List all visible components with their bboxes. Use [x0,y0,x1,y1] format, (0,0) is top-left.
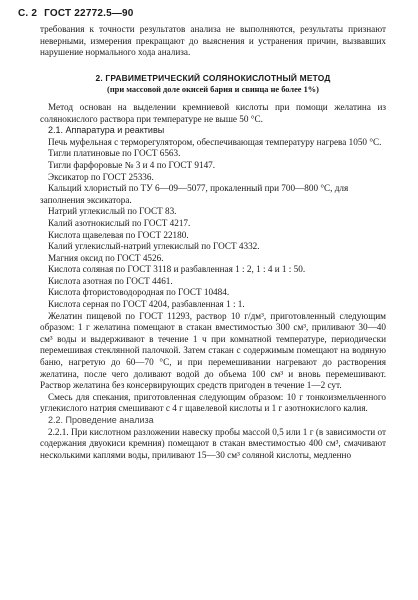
reagent-item: Кислота фтористоводородная по ГОСТ 10484. [48,287,230,298]
reagent-item: Калий азотнокислый по ГОСТ 4217. [48,217,191,228]
subsection-2-title: 2.2. Проведение анализа [48,415,154,425]
mixture-paragraph: Смесь для спекания, приготовленная следующим образом: 10 г тонкоизмельченного углекислого натрия смешивают с 4 г щавелевой кислоты и 1 г азотнокислого калия. [40,391,386,414]
page-header [18,8,134,19]
reagent-item: Кислота серная по ГОСТ 4204, разбавленная 1 : 1. [48,299,245,310]
method-paragraph: Метод основан на выделении кремниевой кислоты при помощи желатина из солянокислого раствора при температуре не выше 50 °С. [40,101,386,124]
reagent-item: Кислота щавелевая по ГОСТ 22180. [48,229,189,240]
section-subtitle: (при массовой доле окисей бария и свинца не более 1%) [107,85,319,95]
page-number: С. 2 [18,8,38,19]
intro-paragraph: требования к точности результатов анализа не выполняются, результаты признают неверными, измерения прекращают до выяснения и устранения причин, вызвавших нарушение нормального хода анализа. [40,24,386,58]
gelatin-paragraph: Желатин пищевой по ГОСТ 11293, раствор 10 г/дм³, приготовленный следующим образом: 1 г желатина помещают в стакан вместимостью 300 см³, приливают 30—40 см³ воды и выдерживают в течение 1 ч при комнатной температуре, периодически перемешивая стеклянной палочкой. Затем стакан с содержимым помещают на водяную баню, нагретую до 60—70 °С, и при перемешивании нагревают до растворения желатина, после чего доливают водой до объема 100 см³ и вновь перемешивают. Раствор желатина без консервирующих средств пригоден в течение 1—2 сут. [40,310,386,391]
reagent-item: Тигли платиновые по ГОСТ 6563. [48,148,181,159]
reagent-item: Кислота соляная по ГОСТ 3118 и разбавленная 1 : 2, 1 : 4 и 1 : 50. [48,264,306,275]
document-body [40,24,386,461]
reagent-item: Тигли фарфоровые № 3 и 4 по ГОСТ 9147. [48,159,216,170]
analysis-paragraph: 2.2.1. При кислотном разложении навеску пробы массой 0,5 или 1 г (в зависимости от содержания двуокиси кремния) помещают в стакан вместимостью 400 см³, смачивают несколькими каплями воды, приливают 15—30 см³ соляной кислоты, медленно [40,426,386,460]
reagent-item: Кальций хлористый по ТУ 6—09—5077, прокаленный при 700—800 °С, для заполнения эксикатора. [40,183,349,205]
reagent-item: Эксикатор по ГОСТ 25336. [48,171,154,182]
section-title: 2. ГРАВИМЕТРИЧЕСКИЙ СОЛЯНОКИСЛОТНЫЙ МЕТОД [95,72,331,83]
subsection-title: 2.1. Аппаратура и реактивы [48,125,165,136]
reagent-item: Магния оксид по ГОСТ 4526. [48,252,164,263]
reagent-item: Кислота азотная по ГОСТ 4461. [48,275,173,286]
reagent-item: Натрий углекислый по ГОСТ 83. [48,206,177,217]
reagent-item: Печь муфельная с терморегулятором, обеспечивающая температуру нагрева 1050 °С. [48,136,382,147]
document-id: ГОСТ 22772.5—90 [44,8,134,19]
reagent-item: Калий углекислый-натрий углекислый по ГОСТ 4332. [48,241,260,252]
